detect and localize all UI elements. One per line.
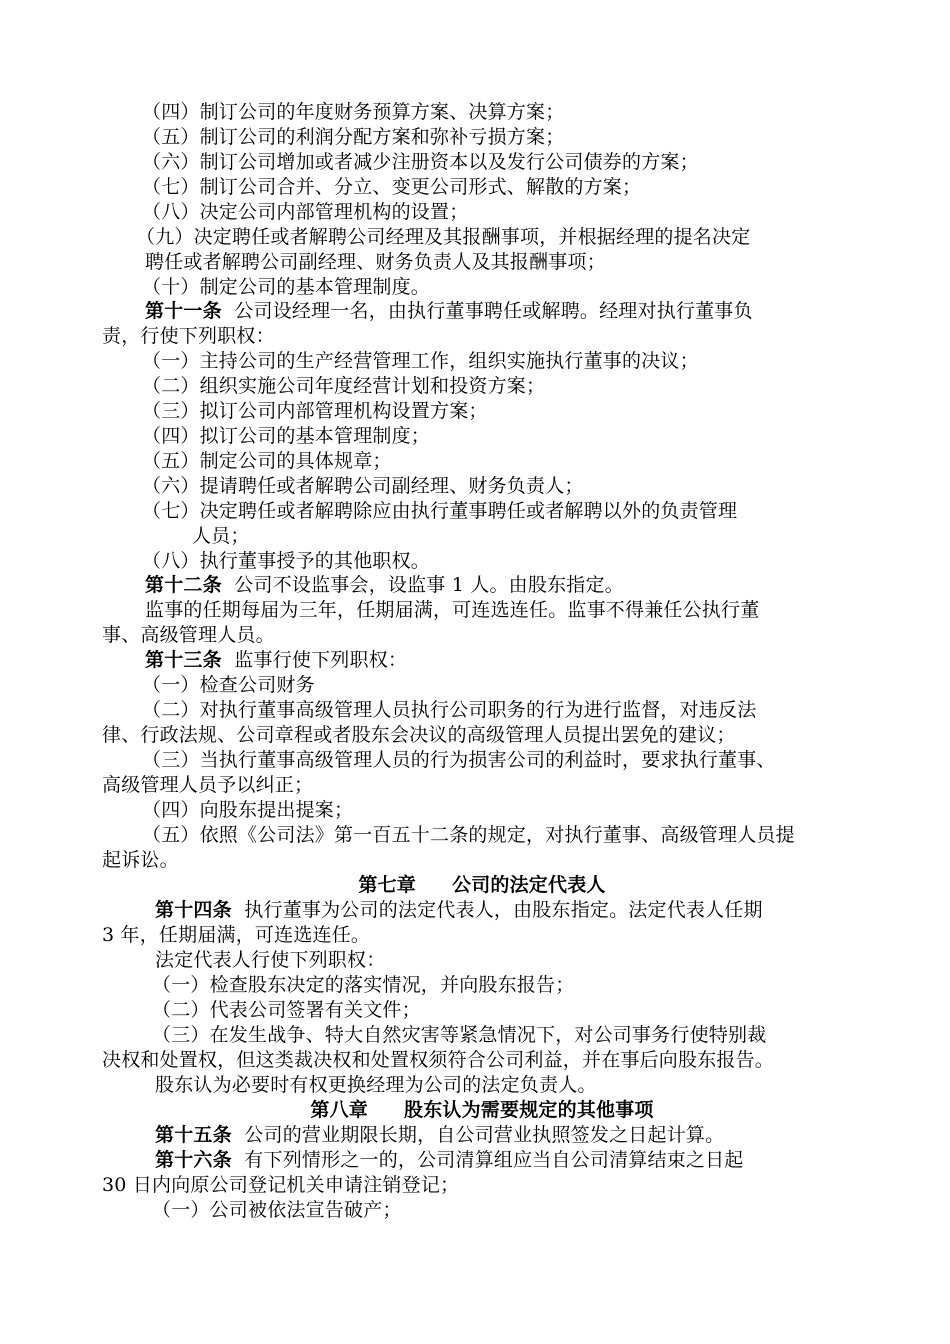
paragraph-line: （一）检查公司财务 <box>142 674 315 696</box>
paragraph-line: （五）制定公司的具体规章； <box>142 450 392 472</box>
article-11 <box>145 299 905 324</box>
article-title: 第十二条 <box>145 574 222 596</box>
paragraph-line: （二）组织实施公司年度经营计划和投资方案； <box>142 375 546 397</box>
article-title: 第十三条 <box>145 649 222 671</box>
chapter-title: 公司的法定代表人 <box>452 874 606 896</box>
article-15 <box>155 1123 915 1148</box>
article-title: 第十五条 <box>155 1124 232 1146</box>
paragraph-line: （四）拟订公司的基本管理制度； <box>142 425 431 447</box>
article-text: 监事行使下列职权： <box>234 649 408 671</box>
article-16 <box>155 1148 915 1173</box>
article-13 <box>145 648 905 673</box>
paragraph-line: 监事的任期每届为三年，任期届满，可连选连任。监事不得兼任公执行董 <box>145 599 760 621</box>
paragraph-line: （三）当执行董事高级管理人员的行为损害公司的利益时，要求执行董事、 <box>142 749 776 771</box>
chapter-8-heading <box>102 1098 862 1123</box>
paragraph-line: （一）公司被依法宣告破产； <box>152 1199 402 1221</box>
paragraph-line: （二）代表公司签署有关文件； <box>152 999 421 1021</box>
paragraph-line: 事、高级管理人员。 <box>102 624 275 646</box>
paragraph-line: （四）向股东提出提案； <box>142 799 354 821</box>
chapter-number: 第八章 <box>310 1099 368 1121</box>
paragraph-line: （八）执行董事授予的其他职权。 <box>142 550 431 572</box>
paragraph-line: 高级管理人员予以纠正； <box>102 774 314 796</box>
paragraph-line: 法定代表人行使下列职权： <box>155 949 386 971</box>
article-text: 公司不设监事会，设监事 1 人。由股东指定。 <box>234 574 624 596</box>
paragraph-line: （七）制订公司合并、分立、变更公司形式、解散的方案； <box>142 176 642 198</box>
paragraph-line: （九）决定聘任或者解聘公司经理及其报酬事项，并根据经理的提名决定 <box>136 226 751 248</box>
paragraph-line: 30 日内向原公司登记机关申请注销登记； <box>102 1174 460 1196</box>
chapter-number: 第七章 <box>358 874 416 896</box>
chapter-7-heading <box>102 873 862 898</box>
paragraph-line: 责，行使下列职权： <box>102 325 275 347</box>
paragraph-line: 起诉讼。 <box>102 849 179 871</box>
article-14 <box>155 898 915 923</box>
paragraph-line: （七）决定聘任或者解聘除应由执行董事聘任或者解聘以外的负责管理 <box>142 500 738 522</box>
paragraph-line: （八）决定公司内部管理机构的设置； <box>142 201 469 223</box>
paragraph-line: 3 年，任期届满，可连选连任。 <box>102 924 371 946</box>
article-title: 第十六条 <box>155 1149 232 1171</box>
article-title: 第十一条 <box>145 300 222 322</box>
paragraph-line: （三）拟订公司内部管理机构设置方案； <box>142 400 488 422</box>
paragraph-line: 人员； <box>192 525 250 547</box>
paragraph-line: （六）提请聘任或者解聘公司副经理、财务负责人； <box>142 475 584 497</box>
paragraph-line: 决权和处置权，但这类裁决权和处置权须符合公司利益，并在事后向股东报告。 <box>102 1049 775 1071</box>
paragraph-line: （五）制订公司的利润分配方案和弥补亏损方案； <box>142 126 565 148</box>
paragraph-line: （三）在发生战争、特大自然灾害等紧急情况下，对公司事务行使特别裁 <box>152 1024 767 1046</box>
paragraph-line: 股东认为必要时有权更换经理为公司的法定负责人。 <box>155 1074 597 1096</box>
chapter-title: 股东认为需要规定的其他事项 <box>404 1099 654 1121</box>
article-12 <box>145 573 905 598</box>
paragraph-line: （一）主持公司的生产经营管理工作，组织实施执行董事的决议； <box>142 350 699 372</box>
paragraph-line: （一）检查股东决定的落实情况，并向股东报告； <box>152 974 575 996</box>
paragraph-line: （六）制订公司增加或者减少注册资本以及发行公司债券的方案； <box>142 151 699 173</box>
article-text: 公司的营业期限长期，自公司营业执照签发之日起计算。 <box>244 1124 725 1146</box>
paragraph-line: 律、行政法规、公司章程或者股东会决议的高级管理人员提出罢免的建议； <box>102 724 736 746</box>
paragraph-line: （二）对执行董事高级管理人员执行公司职务的行为进行监督，对违反法 <box>142 699 757 721</box>
article-text: 执行董事为公司的法定代表人，由股东指定。法定代表人任期 <box>244 899 763 921</box>
paragraph-line: （五）依照《公司法》第一百五十二条的规定，对执行董事、高级管理人员提 <box>142 824 795 846</box>
article-title: 第十四条 <box>155 899 232 921</box>
article-text: 有下列情形之一的，公司清算组应当自公司清算结束之日起 <box>244 1149 744 1171</box>
paragraph-line: （四）制订公司的年度财务预算方案、决算方案； <box>142 101 565 123</box>
article-text: 公司设经理一名，由执行董事聘任或解聘。经理对执行董事负 <box>234 300 753 322</box>
paragraph-line: 聘任或者解聘公司副经理、财务负责人及其报酬事项； <box>145 251 606 273</box>
paragraph-line: （十）制定公司的基本管理制度。 <box>142 276 431 298</box>
